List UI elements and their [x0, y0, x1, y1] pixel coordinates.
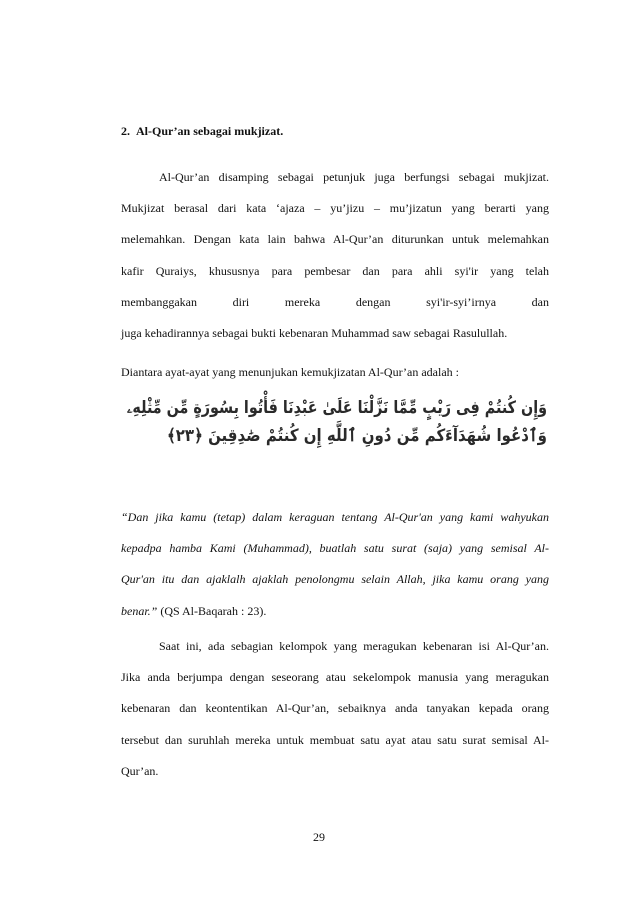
section-number: 2. — [121, 124, 130, 138]
quote-line: benar.” — [121, 603, 158, 618]
verse-reference: (QS Al-Baqarah : 23). — [160, 603, 267, 618]
quote-line: Qur'an itu dan ajaklalh ajaklah penolongmu selain Allah, jika kamu orang yang — [121, 572, 549, 587]
paragraph-line: Diantara ayat-ayat yang menunjukan kemukjizatan Al-Qur’an adalah : — [121, 365, 459, 379]
paragraph-line: Mukjizat berasal dari kata ‘ajaza – yu’jizu – mu’jizatun yang berarti yang — [121, 201, 549, 216]
paragraph-line: melemahkan. Dengan kata lain bahwa Al-Qur’an diturunkan untuk melemahkan — [121, 232, 549, 247]
paragraph-line: Qur’an. — [121, 763, 159, 778]
paragraph-intro-verses — [121, 357, 549, 388]
paragraph-line: kafir Quraiys, khususnya para pembesar dan para ahli syi'ir yang telah — [121, 263, 549, 278]
paragraph-line: Al-Qur’an disamping sebagai petunjuk juga berfungsi sebagai mukjizat. — [159, 170, 549, 184]
quote-last-line — [121, 596, 549, 627]
page-number: 29 — [313, 830, 325, 844]
paragraph-line: Saat ini, ada sebagian kelompok yang meragukan kebenaran isi Al-Qur’an. — [159, 639, 549, 653]
paragraph-line: tersebut dan suruhlah mereka untuk membuat satu ayat atau satu surat semisal Al- — [121, 732, 549, 747]
section-title: Al-Qur’an sebagai mukjizat. — [136, 124, 284, 138]
quote-line: “Dan jika kamu (tetap) dalam keraguan tentang Al-Qur'an yang kami wahyukan — [121, 510, 549, 524]
arabic-verse-image — [121, 391, 627, 449]
paragraph-mukjizat-definition — [121, 162, 549, 349]
paragraph-challenge — [121, 631, 549, 787]
section-heading — [121, 124, 283, 139]
paragraph-line: membanggakan diri mereka dengan syi'ir-syi’irnya dan — [121, 294, 549, 309]
arabic-verse-line-1: وَإِن كُنتُمْ فِى رَيْبٍ مِّمَّا نَزَّلْنَا عَلَىٰ عَبْدِنَا فَأْتُوا بِسُورَةٍ مِّن مِّثْلِهِۦ — [127, 398, 627, 418]
arabic-verse-line-2: وَٱدْعُوا شُهَدَآءَكُم مِّن دُونِ ٱللَّهِ إِن كُنتُمْ صَٰدِقِينَ ﴿٢٣﴾ — [167, 426, 595, 446]
paragraph-line: Jika anda berjumpa dengan seseorang atau sekelompok manusia yang meragukan — [121, 670, 549, 685]
quote-line: kepadpa hamba Kami (Muhammad), buatlah satu surat (saja) yang semisal Al- — [121, 541, 549, 556]
paragraph-line: kebenaran dan keontentikan Al-Qur’an, sebaiknya anda tanyakan kepada orang — [121, 701, 549, 716]
paragraph-line: juga kehadirannya sebagai bukti kebenaran Muhammad saw sebagai Rasulullah. — [121, 326, 508, 341]
verse-translation-quote — [121, 502, 549, 627]
